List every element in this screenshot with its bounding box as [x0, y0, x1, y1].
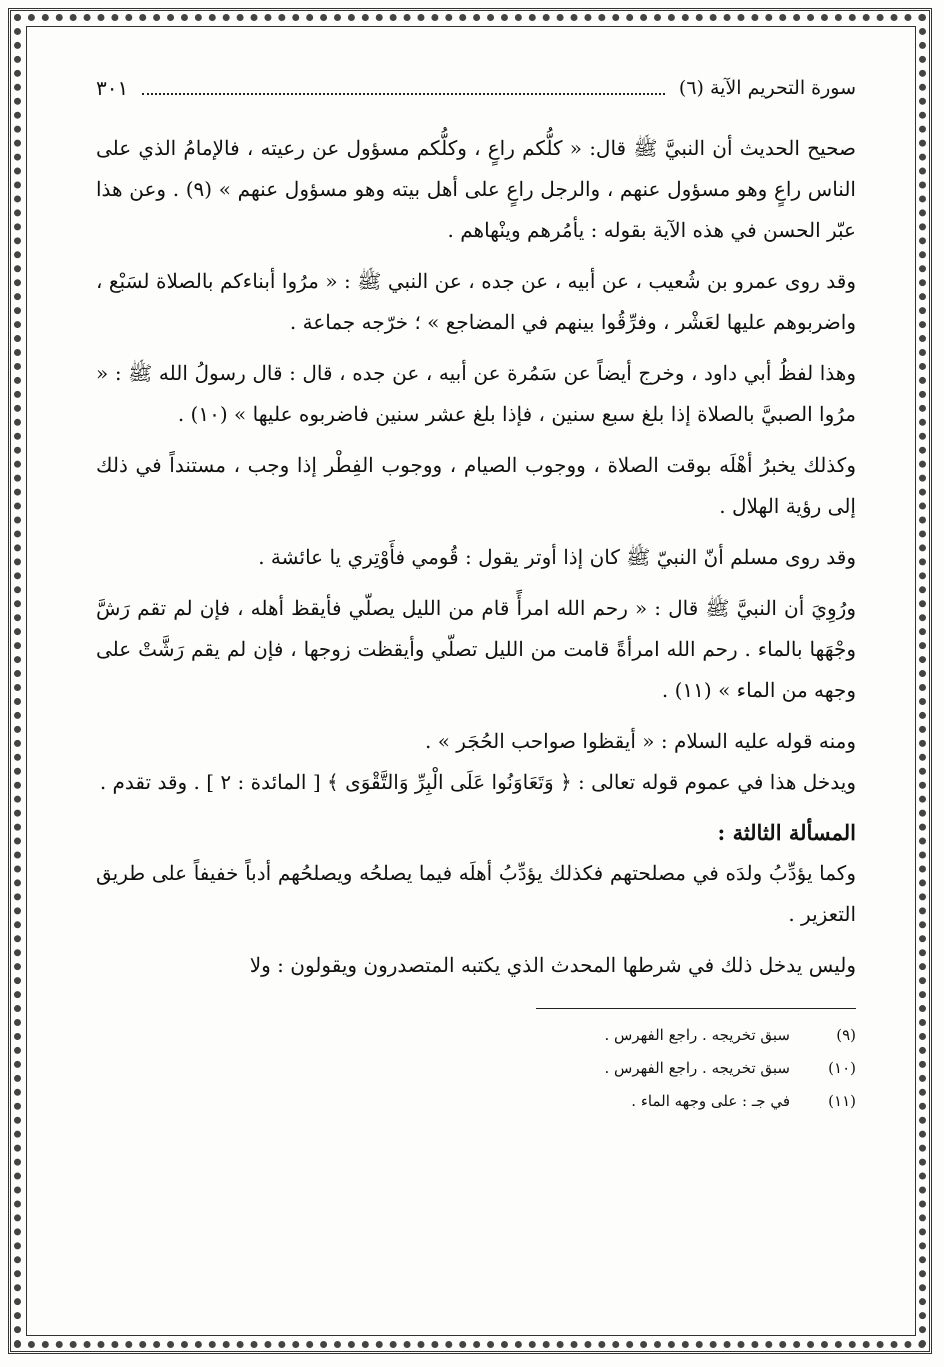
footnote-number: (١٠) [828, 1059, 856, 1077]
footnote-number: (٩) [836, 1026, 856, 1044]
paragraph: وهذا لفظُ أبي داود ، وخرج أيضاً عن سَمُرة عن أبيه ، عن جده ، قال : قال رسولُ الله ﷺ : « مرُوا الصبيَّ بالصلاة إذا بلغ سبع سنين ، فإذا بلغ عشر سنين فاضربوه عليها » (١٠) . [96, 361, 856, 426]
book-page [96, 70, 856, 1300]
surah-title: سورة التحريم الآية (٦) [678, 77, 856, 99]
paragraph: ويدخل هذا في عموم قوله تعالى : ﴿ وَتَعَاوَنُوا عَلَى الْبِرِّ وَالتَّقْوَى ﴾ [ المائدة : ٢ ] . وقد تقدم . [99, 770, 856, 794]
footnote-number: (١١) [828, 1092, 856, 1110]
paragraph: وكما يؤدِّبُ ولدَه في مصلحتهم فكذلك يؤدِّبُ أهلَه فيما يصلحُه ويصلحُهم أدباً خفيفاً على طريق التعزير . [96, 861, 856, 926]
paragraph: وقد روى عمرو بن شُعيب ، عن أبيه ، عن جده ، عن النبي ﷺ : « مرُوا أبناءكم بالصلاة لسَبْع ، واضربوهم عليها لعَشْر ، وفرِّقُوا بينهم في المضاجع » ؛ خرّجه جماعة . [96, 269, 856, 334]
footnotes [96, 1019, 856, 1118]
paragraph: ورُوِيَ أن النبيَّ ﷺ قال : « رحم الله امرأً قام من الليل يصلّي فأيقظ أهله ، فإن لم تقم رَشَّ وجْهَها بالماء . رحم الله امرأةً قامت من الليل تصلّي وأيقظت زوجها ، فإن لم يقم رَشَّتْ على وجهه من الماء » (١١) . [96, 596, 856, 702]
footnote [96, 1019, 856, 1052]
page-number: ٣٠١ [96, 76, 129, 100]
section-heading: المسألة الثالثة : [717, 820, 856, 845]
running-header [96, 70, 856, 106]
paragraph: وليس يدخل ذلك في شرطها المحدث الذي يكتبه المتصدرون ويقولون : ولا [249, 953, 856, 977]
footnote-text: سبق تخريجه . راجع الفهرس . [604, 1059, 790, 1077]
footnote-text: في جـ : على وجهه الماء . [631, 1092, 790, 1110]
header-dot-leader [142, 81, 665, 95]
footnote [96, 1085, 856, 1118]
paragraph: صحيح الحديث أن النبيَّ ﷺ قال: « كلُّكم راعٍ ، وكلُّكم مسؤول عن رعيته ، فالإمامُ الذي على الناس راعٍ وهو مسؤول عنهم ، والرجل راعٍ على أهل بيته وهو مسؤول عنهم » (٩) . وعن هذا عبّر الحسن في هذه الآية بقوله : يأمُرهم وينْهاهم . [96, 136, 856, 242]
paragraph: وكذلك يخبرُ أهْلَه بوقت الصلاة ، ووجوب الصيام ، ووجوب الفِطْر إذا وجب ، مستنداً في ذلك إلى رؤية الهلال . [96, 453, 856, 518]
footnote-text: سبق تخريجه . راجع الفهرس . [604, 1026, 790, 1044]
footnote [96, 1052, 856, 1085]
paragraph: وقد روى مسلم أنّ النبيّ ﷺ كان إذا أوتر يقول : قُومي فأَوْتِري يا عائشة . [258, 545, 856, 569]
paragraph: ومنه قوله عليه السلام : « أيقظوا صواحب الحُجَر » . [424, 729, 856, 753]
footnote-divider [536, 1008, 856, 1009]
